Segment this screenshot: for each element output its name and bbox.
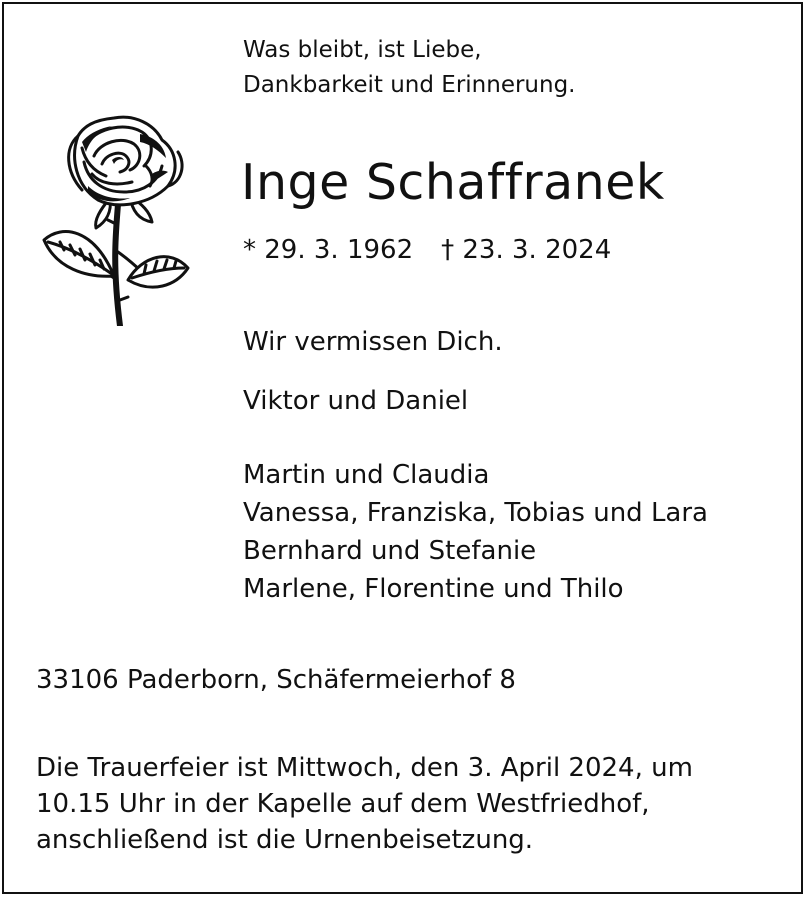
family-line: Bernhard und Stefanie <box>243 536 537 566</box>
service-details <box>36 750 693 858</box>
quote-line-1: Was bleibt, ist Liebe, <box>243 37 482 63</box>
rose-icon <box>42 112 190 326</box>
mourners-families <box>243 456 708 608</box>
mourner-address: 33106 Paderborn, Schäfermeierhof 8 <box>36 665 516 695</box>
birth-date: * 29. 3. 1962 <box>243 235 414 265</box>
life-dates <box>243 232 611 268</box>
service-line-3: anschließend ist die Urnenbeisetzung. <box>36 825 534 855</box>
death-date: † 23. 3. 2024 <box>441 235 612 265</box>
message-line: Wir vermissen Dich. <box>243 327 503 357</box>
family-line: Marlene, Florentine und Thilo <box>243 574 624 604</box>
service-line-1: Die Trauerfeier ist Mittwoch, den 3. April 2024, um <box>36 753 693 783</box>
family-line: Vanessa, Franziska, Tobias und Lara <box>243 498 708 528</box>
mourners-primary: Viktor und Daniel <box>243 386 469 416</box>
memorial-quote <box>243 33 576 103</box>
family-line: Martin und Claudia <box>243 460 490 490</box>
deceased-name: Inge Schaffranek <box>241 154 665 211</box>
service-line-2: 10.15 Uhr in der Kapelle auf dem Westfriedhof, <box>36 789 650 819</box>
quote-line-2: Dankbarkeit und Erinnerung. <box>243 72 576 98</box>
